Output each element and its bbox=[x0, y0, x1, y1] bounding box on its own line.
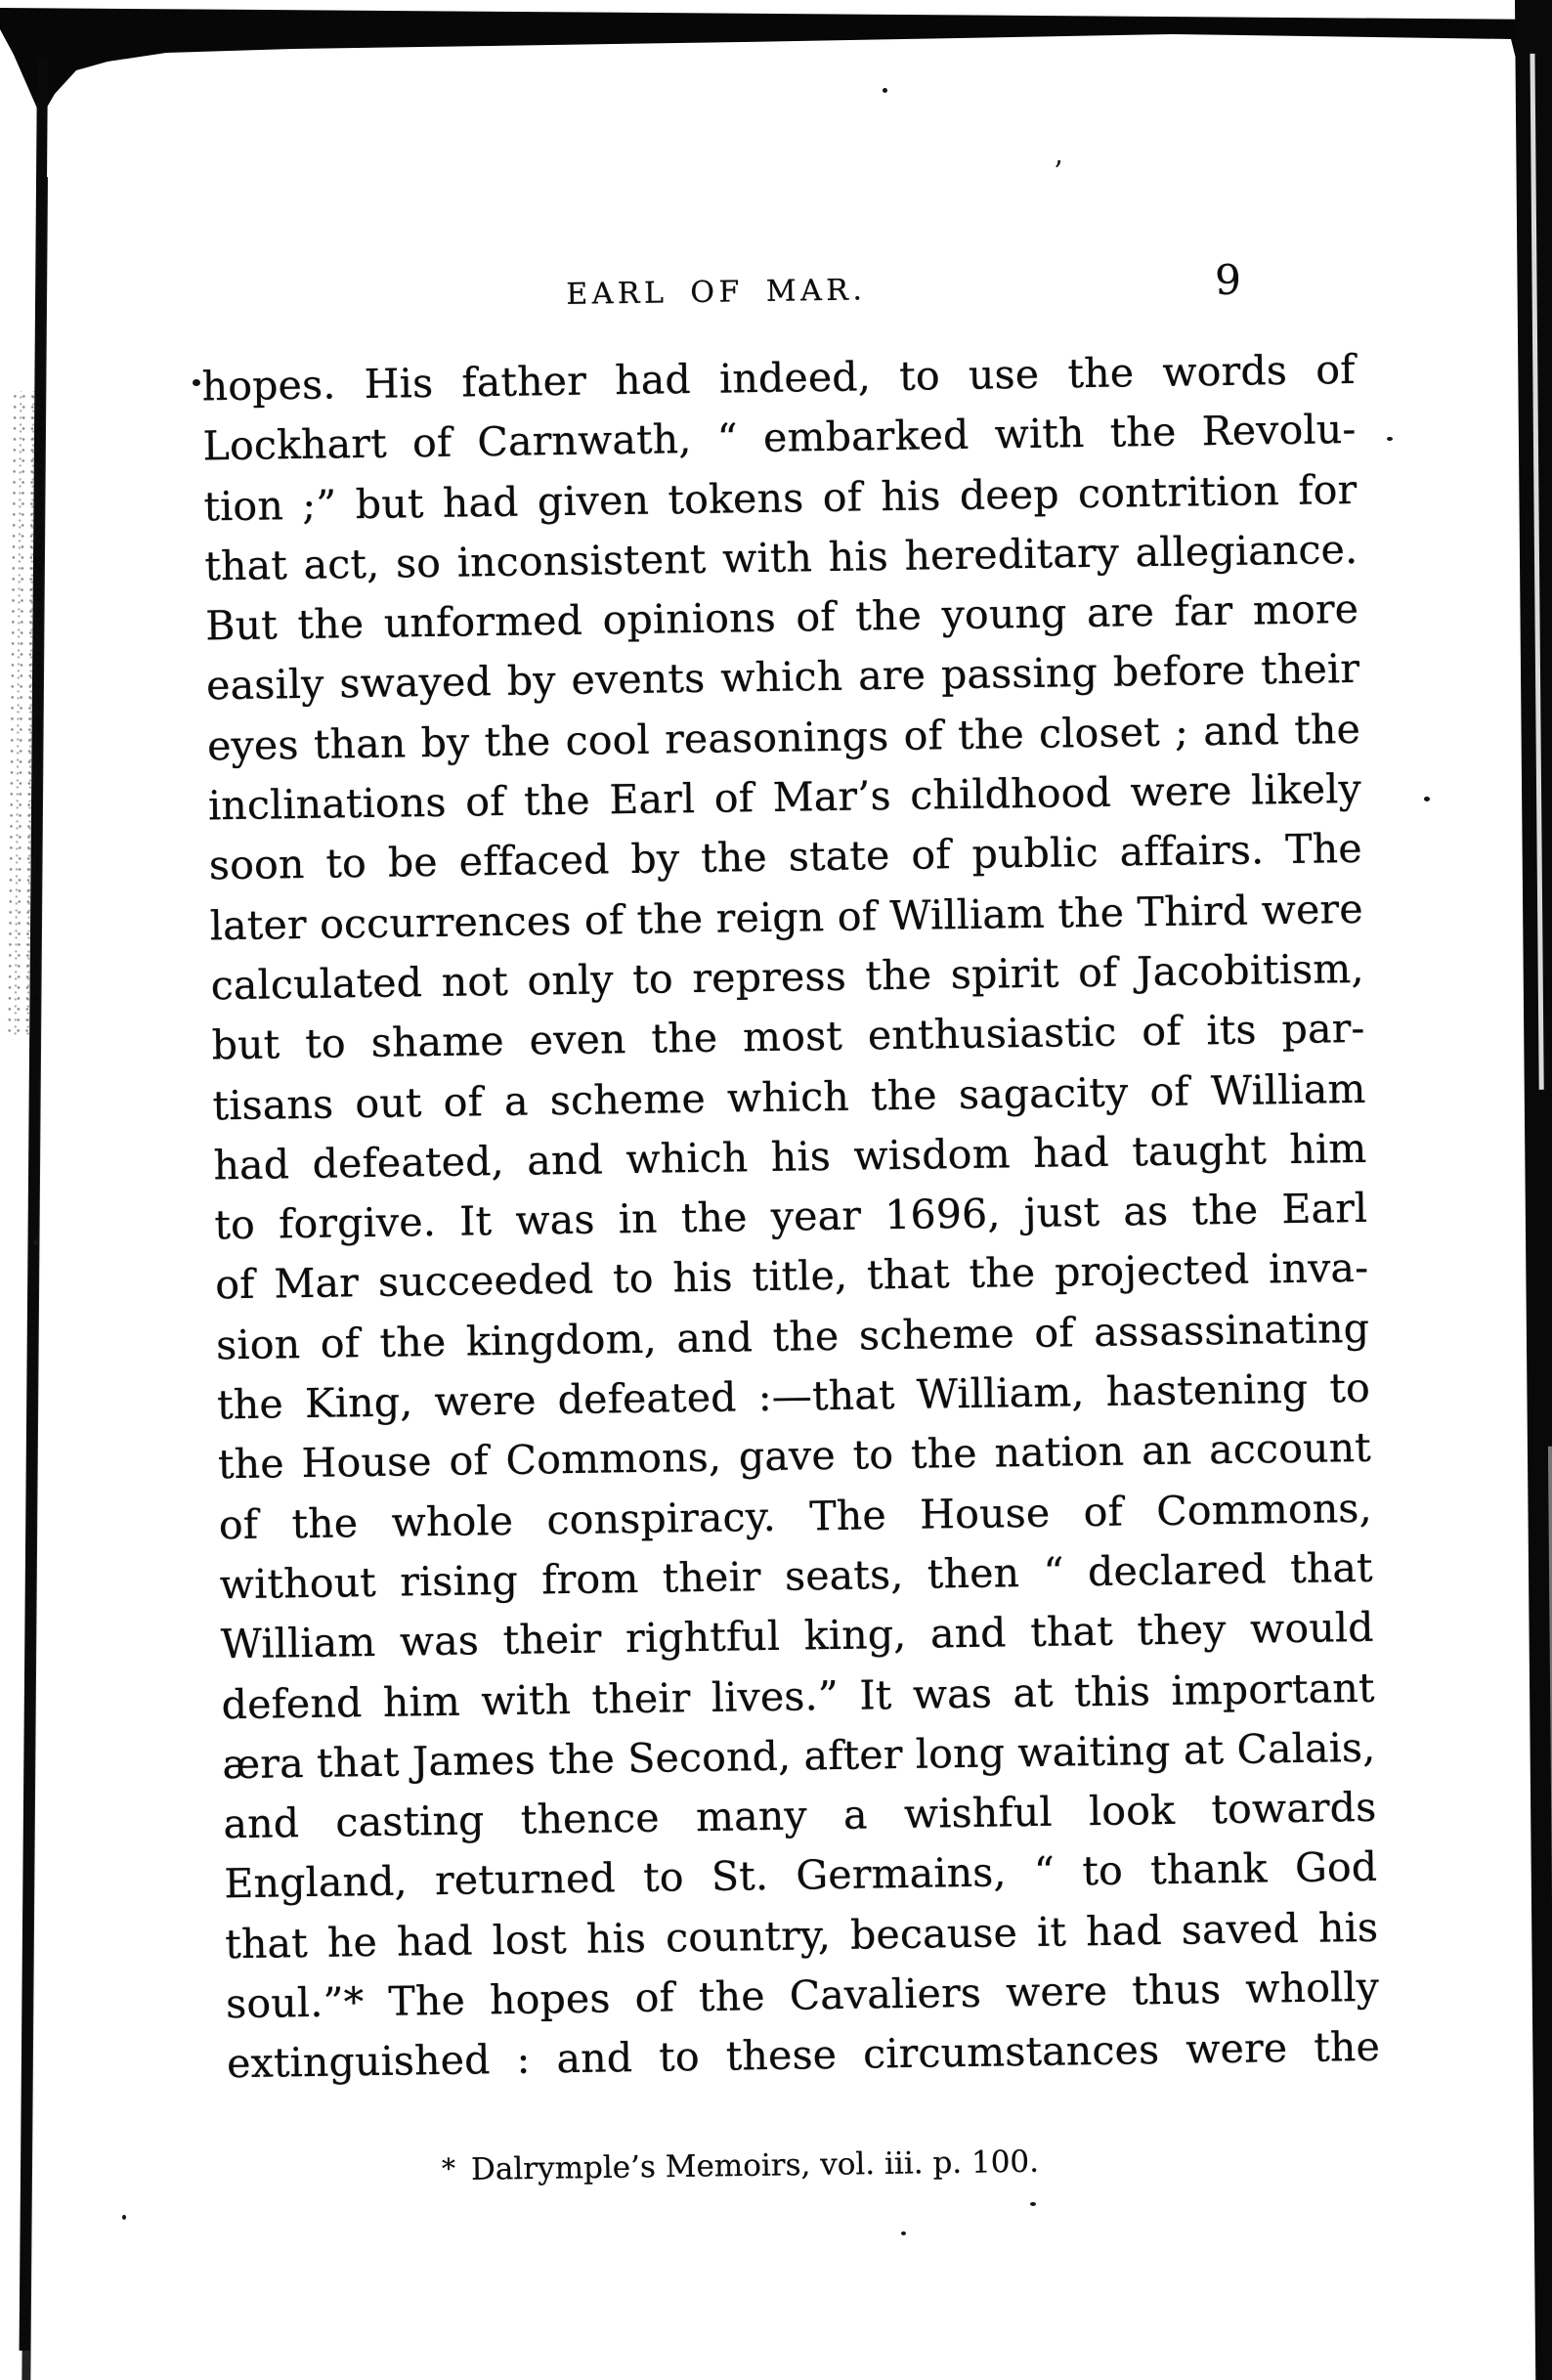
text-line: extinguished : and to these circumstances were the bbox=[226, 2023, 1381, 2088]
scan-white-streak bbox=[1530, 54, 1543, 1090]
text-line: and casting thence many a wishful look towards bbox=[223, 1783, 1377, 1848]
footnote bbox=[442, 2144, 1039, 2188]
ink-speck bbox=[1030, 2202, 1036, 2206]
ink-speck bbox=[1424, 797, 1430, 801]
ink-speck bbox=[122, 2215, 126, 2220]
text-line: inclinations of the Earl of Mar’s childhood were likely bbox=[207, 764, 1362, 830]
text-line: of Mar succeeded to his title, that the projected inva- bbox=[214, 1244, 1369, 1309]
text-line: later occurrences of the reign of William the Third were bbox=[209, 885, 1364, 950]
text-line: without rising from their seats, then “ declared that bbox=[219, 1543, 1374, 1609]
scan-border-right bbox=[1515, 0, 1552, 2380]
text-line: tisans out of a scheme which the sagacity of William bbox=[212, 1064, 1366, 1129]
ink-speck bbox=[1387, 437, 1393, 441]
text-line: tion ;” but had given tokens of his deep contrition for bbox=[203, 465, 1358, 531]
page-number: 9 bbox=[1214, 255, 1242, 305]
scan-noise-left bbox=[5, 391, 46, 1036]
text-line: defend him with their lives.” It was at this important bbox=[221, 1664, 1375, 1728]
text-line: soon to be effaced by the state of public affairs. The bbox=[208, 825, 1363, 889]
footnote-text: Dalrymple’s Memoirs, vol. iii. p. 100. bbox=[470, 2143, 1040, 2187]
text-line: but to shame even the most enthusiastic of its par- bbox=[211, 1005, 1365, 1069]
text-line: But the unformed opinions of the young are far more bbox=[204, 585, 1359, 650]
text-line: soul.”* The hopes of the Cavaliers were thus wholly bbox=[225, 1963, 1380, 2028]
scan-white-streak bbox=[1548, 1447, 1552, 2150]
text-line: æra that James the Second, after long waiting at Calais, bbox=[222, 1723, 1376, 1789]
text-line: had defeated, and which his wisdom had taught him bbox=[213, 1124, 1367, 1190]
ink-speck bbox=[33, 1239, 39, 1245]
text-line: the King, were defeated :—that William, hastening to bbox=[216, 1363, 1371, 1429]
scan-border-top bbox=[0, 0, 1552, 127]
ink-speck bbox=[883, 88, 887, 93]
text-line: of the whole conspiracy. The House of Commons, bbox=[218, 1484, 1373, 1548]
text-line: that he had lost his country, because it had saved his bbox=[224, 1903, 1379, 1968]
body-text bbox=[201, 340, 1380, 2095]
ink-speck bbox=[901, 2231, 906, 2235]
ink-speck: ’ bbox=[1054, 155, 1063, 190]
text-line: Lockhart of Carnwath, “ embarked with the Revolu- bbox=[202, 406, 1357, 470]
text-line: William was their rightful king, and that they would bbox=[220, 1604, 1374, 1668]
text-line: eyes than by the cool reasonings of the closet ; and the bbox=[206, 705, 1361, 770]
text-line: calculated not only to repress the spirit of Jacobitism, bbox=[210, 944, 1364, 1010]
text-line: hopes. His father had indeed, to use the words of bbox=[201, 345, 1356, 411]
text-line: that act, so inconsistent with his hereditary allegiance. bbox=[204, 525, 1358, 590]
running-header bbox=[200, 255, 1355, 321]
page-title: EARL OF MAR. bbox=[566, 273, 867, 312]
text-line: easily swayed by events which are passing before their bbox=[205, 645, 1360, 710]
text-line: sion of the kingdom, and the scheme of assassinating bbox=[215, 1304, 1370, 1369]
ink-speck bbox=[193, 379, 200, 386]
text-line: England, returned to St. Germains, “ to thank God bbox=[224, 1843, 1378, 1908]
text-line: the House of Commons, gave to the nation an account bbox=[217, 1424, 1372, 1489]
page-content bbox=[200, 255, 1381, 2095]
footnote-marker: * bbox=[441, 2152, 456, 2185]
text-line: to forgive. It was in the year 1696, just as the Earl bbox=[214, 1184, 1368, 1249]
